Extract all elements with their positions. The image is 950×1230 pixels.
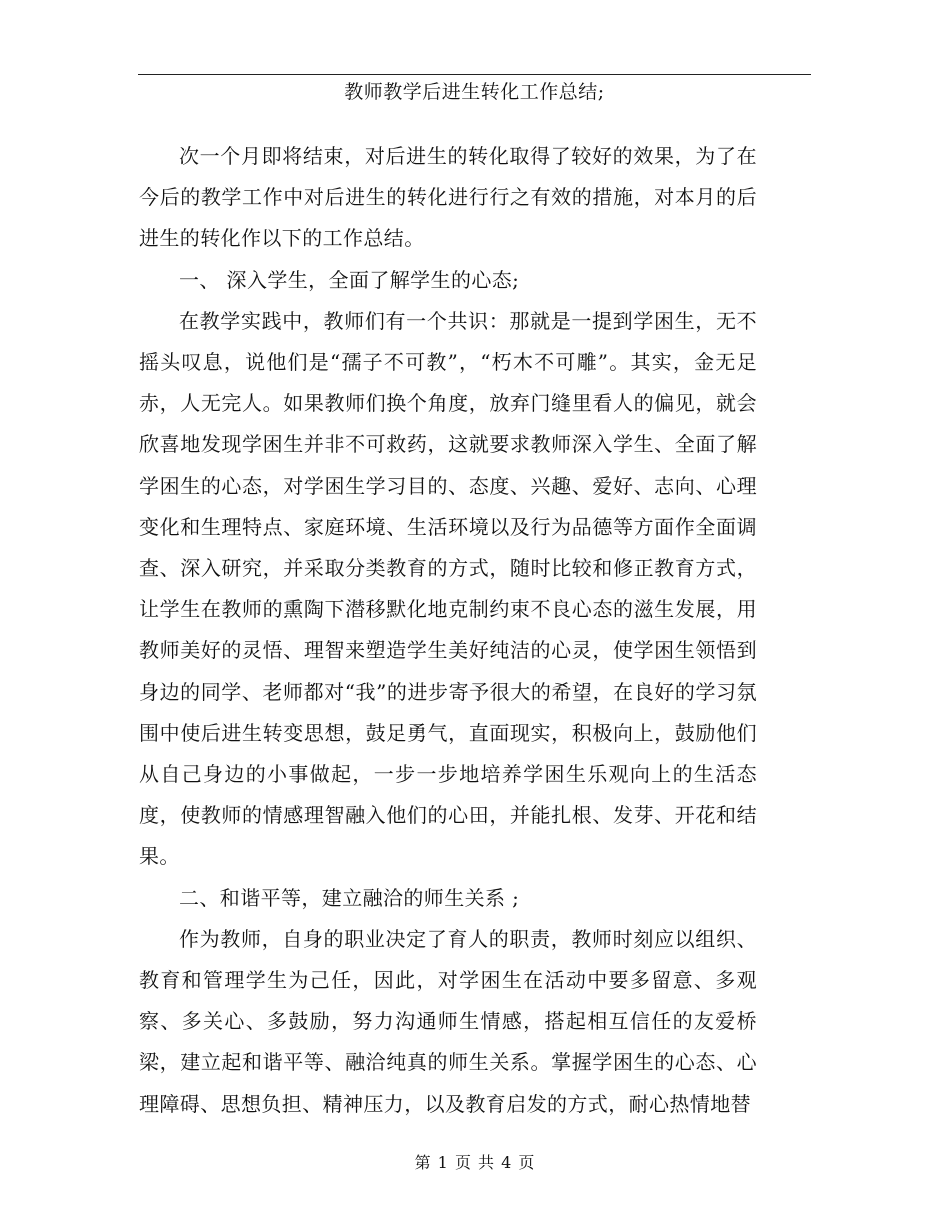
paragraph-intro: 次一个月即将结束，对后进生的转化取得了较好的效果，为了在今后的教学工作中对后进生的转化进行行之有效的措施，对本月的后进生的转化作以下的工作总结。 [139, 144, 757, 251]
section-heading-1: 一、 深入学生，全面了解学生的心态; [179, 267, 520, 292]
document-body [139, 136, 757, 1125]
paragraph-section-2: 作为教师，自身的职业决定了育人的职责，教师时刻应以组织、教育和管理学生为己任，因此，对学困生在活动中要多留意、多观察、多关心、多鼓励，努力沟通师生情感，搭起相互信任的友爱桥梁，建立起和谐平等、融洽纯真的师生关系。掌握学困生的心态、心理障碍、思想负担、精神压力，以及教育启发的方式，耐心热情地替 [139, 926, 757, 1116]
page-number: 第 1 页 共 4 页 [414, 1153, 536, 1172]
document-title: 教师教学后进生转化工作总结; [344, 81, 605, 103]
paragraph-section-1: 在教学实践中，教师们有一个共识：那就是一提到学困生，无不摇头叹息，说他们是“孺子不可教”，“朽木不可雕”。其实，金无足赤，人无完人。如果教师们换个角度，放弃门缝里看人的偏见，就会欣喜地发现学困生并非不可救药，这就要求教师深入学生、全面了解学困生的心态，对学困生学习目的、态度、兴趣、爱好、志向、心理变化和生理特点、家庭环境、生活环境以及行为品德等方面作全面调查、深入研究，并采取分类教育的方式，随时比较和修正教育方式，让学生在教师的熏陶下潜移默化地克制约束不良心态的滋生发展，用教师美好的灵悟、理智来塑造学生美好纯洁的心灵，使学困生领悟到身边的同学、老师都对“我”的进步寄予很大的希望，在良好的学习氛围中使后进生转变思想，鼓足勇气，直面现实，积极向上，鼓励他们从自己身边的小事做起，一步一步地培养学困生乐观向上的生活态度，使教师的情感理智融入他们的心田，并能扎根、发芽、开花和结果。 [139, 308, 757, 869]
header-rule [138, 74, 811, 75]
section-heading-2: 二、和谐平等，建立融洽的师生关系 ; [179, 885, 520, 910]
